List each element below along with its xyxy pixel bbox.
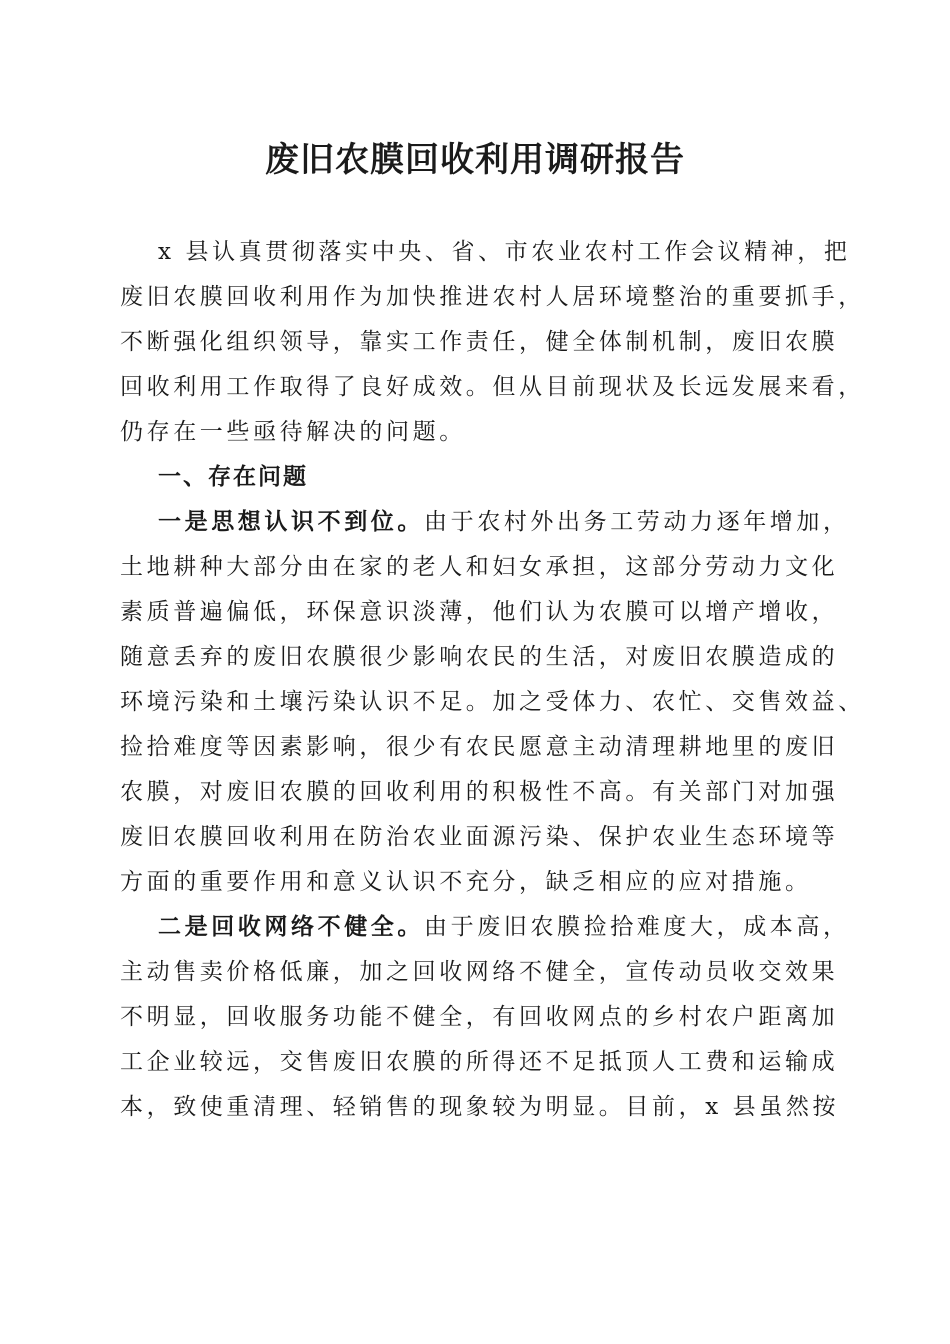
point2-first-line-text: 由于废旧农膜捡拾难度大，成本高， — [424, 914, 850, 940]
point2-first-line — [158, 905, 850, 949]
point2-lead: 二是回收网络不健全。 — [158, 913, 424, 940]
point1-first-line-text: 由于农村外出务工劳动力逐年增加， — [424, 509, 850, 535]
point2-line-5: 本，致使重清理、轻销售的现象较为明显。目前，x 县虽然按 — [120, 1094, 840, 1120]
point2-line-4: 工企业较远，交售废旧农膜的所得还不足抵顶人工费和运输成 — [120, 1049, 839, 1075]
point2-line-2: 主动售卖价格低廉，加之回收网络不健全，宣传动员收交效果 — [120, 959, 839, 985]
intro-line-4: 回收利用工作取得了良好成效。但从目前现状及长远发展来看， — [120, 374, 865, 400]
point2-line-3: 不明显，回收服务功能不健全，有回收网点的乡村农户距离加 — [120, 1004, 839, 1030]
point1-line-9: 方面的重要作用和意义认识不充分，缺乏相应的应对措施。 — [120, 869, 812, 895]
point1-lead: 一是思想认识不到位。 — [158, 508, 424, 535]
point1-line-5: 环境污染和土壤污染认识不足。加之受体力、农忙、交售效益、 — [120, 689, 865, 715]
point1-line-8: 废旧农膜回收利用在防治农业面源污染、保护农业生态环境等 — [120, 824, 839, 850]
intro-line-3: 不断强化组织领导，靠实工作责任，健全体制机制，废旧农膜 — [120, 329, 839, 355]
intro-line-2: 废旧农膜回收利用作为加快推进农村人居环境整治的重要抓手， — [120, 284, 865, 310]
point1-line-2: 土地耕种大部分由在家的老人和妇女承担，这部分劳动力文化 — [120, 554, 839, 580]
point1-line-3: 素质普遍偏低，环保意识淡薄，他们认为农膜可以增产增收， — [120, 599, 839, 625]
document-title: 废旧农膜回收利用调研报告 — [265, 140, 685, 180]
point1-line-7: 农膜，对废旧农膜的回收利用的积极性不高。有关部门对加强 — [120, 779, 839, 805]
intro-line-5: 仍存在一些亟待解决的问题。 — [120, 419, 466, 445]
point1-line-6: 捡拾难度等因素影响，很少有农民愿意主动清理耕地里的废旧 — [120, 734, 839, 760]
point1-first-line — [158, 500, 850, 544]
intro-line-1: x 县认真贯彻落实中央、省、市农业农村工作会议精神，把 — [158, 239, 851, 265]
section-heading: 一、存在问题 — [158, 464, 308, 490]
point1-line-4: 随意丢弃的废旧农膜很少影响农民的生活，对废旧农膜造成的 — [120, 644, 839, 670]
